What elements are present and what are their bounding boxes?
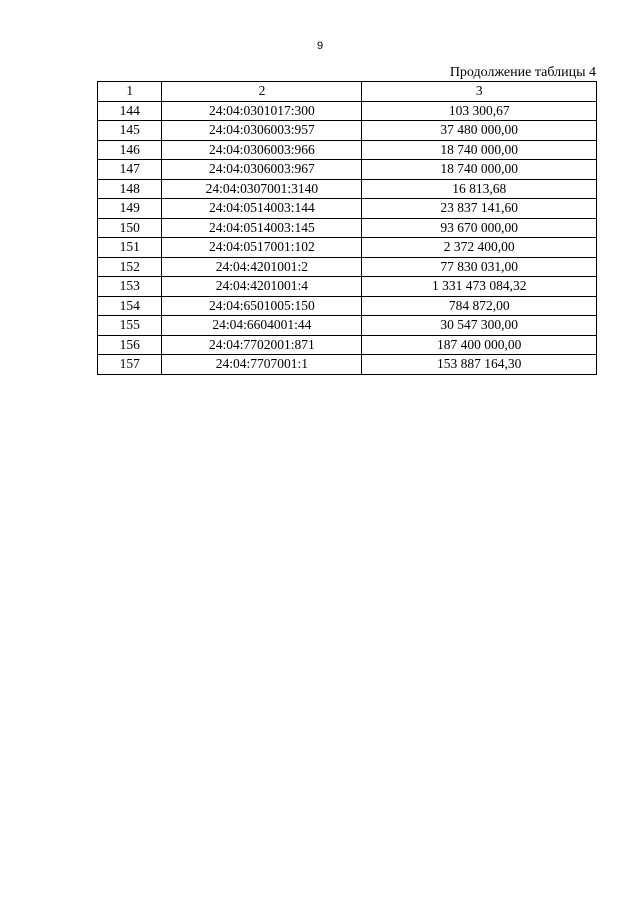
column-header-1: 1 (98, 82, 162, 102)
cadastral-number-cell: 24:04:6501005:150 (162, 296, 362, 316)
cadastral-number-cell: 24:04:0306003:957 (162, 121, 362, 141)
table-row (98, 218, 597, 238)
cadastral-number-cell: 24:04:6604001:44 (162, 316, 362, 336)
cadastral-number-cell: 24:04:0514003:144 (162, 199, 362, 219)
row-number-cell: 150 (98, 218, 162, 238)
row-number-cell: 149 (98, 199, 162, 219)
table-row (98, 296, 597, 316)
row-number-cell: 155 (98, 316, 162, 336)
row-number-cell: 148 (98, 179, 162, 199)
table-row (98, 140, 597, 160)
table-caption: Продолжение таблицы 4 (449, 65, 596, 80)
table-row (98, 121, 597, 141)
cadastral-number-cell: 24:04:0514003:145 (162, 218, 362, 238)
value-cell: 18 740 000,00 (362, 140, 597, 160)
cadastral-number-cell: 24:04:0306003:967 (162, 160, 362, 180)
value-cell: 103 300,67 (362, 101, 597, 121)
row-number-cell: 152 (98, 257, 162, 277)
table-row (98, 257, 597, 277)
cadastral-number-cell: 24:04:0301017:300 (162, 101, 362, 121)
table-row (98, 238, 597, 258)
cadastral-number-cell: 24:04:7702001:871 (162, 335, 362, 355)
value-cell: 16 813,68 (362, 179, 597, 199)
page-number: 9 (316, 40, 324, 52)
cadastral-number-cell: 24:04:4201001:4 (162, 277, 362, 297)
table-row (98, 355, 597, 375)
data-table (97, 81, 597, 375)
table-row (98, 277, 597, 297)
value-cell: 30 547 300,00 (362, 316, 597, 336)
value-cell: 77 830 031,00 (362, 257, 597, 277)
row-number-cell: 147 (98, 160, 162, 180)
column-header-2: 2 (162, 82, 362, 102)
row-number-cell: 157 (98, 355, 162, 375)
value-cell: 784 872,00 (362, 296, 597, 316)
table-body (98, 101, 597, 374)
row-number-cell: 144 (98, 101, 162, 121)
row-number-cell: 145 (98, 121, 162, 141)
table-row (98, 335, 597, 355)
table-row (98, 316, 597, 336)
table-row (98, 199, 597, 219)
row-number-cell: 151 (98, 238, 162, 258)
row-number-cell: 156 (98, 335, 162, 355)
value-cell: 37 480 000,00 (362, 121, 597, 141)
value-cell: 1 331 473 084,32 (362, 277, 597, 297)
table-row (98, 179, 597, 199)
cadastral-number-cell: 24:04:0307001:3140 (162, 179, 362, 199)
table-row (98, 160, 597, 180)
row-number-cell: 153 (98, 277, 162, 297)
column-header-3: 3 (362, 82, 597, 102)
value-cell: 2 372 400,00 (362, 238, 597, 258)
cadastral-number-cell: 24:04:7707001:1 (162, 355, 362, 375)
value-cell: 18 740 000,00 (362, 160, 597, 180)
row-number-cell: 146 (98, 140, 162, 160)
table-header-row (98, 82, 597, 102)
cadastral-number-cell: 24:04:4201001:2 (162, 257, 362, 277)
cadastral-number-cell: 24:04:0517001:102 (162, 238, 362, 258)
value-cell: 187 400 000,00 (362, 335, 597, 355)
table-row (98, 101, 597, 121)
value-cell: 23 837 141,60 (362, 199, 597, 219)
value-cell: 153 887 164,30 (362, 355, 597, 375)
cadastral-number-cell: 24:04:0306003:966 (162, 140, 362, 160)
value-cell: 93 670 000,00 (362, 218, 597, 238)
row-number-cell: 154 (98, 296, 162, 316)
